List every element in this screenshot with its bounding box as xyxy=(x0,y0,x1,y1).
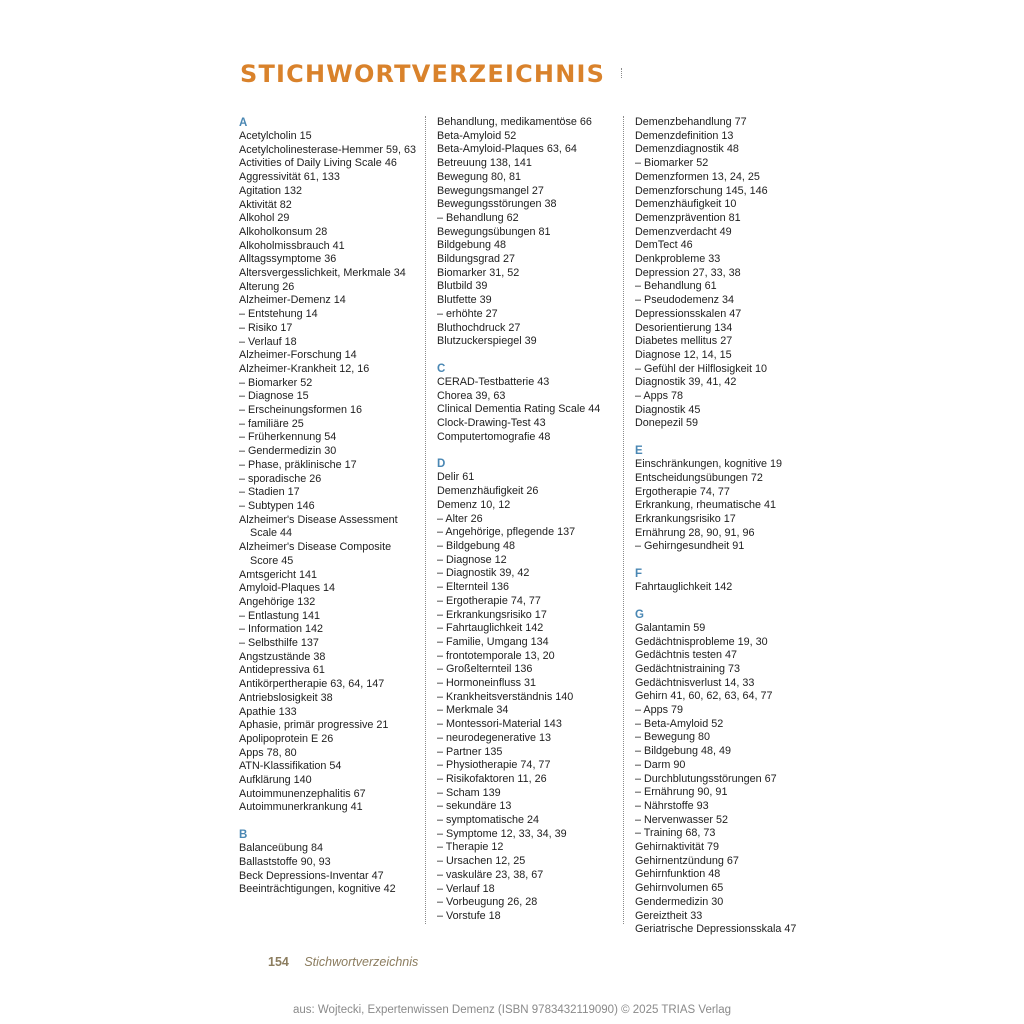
index-entry: Betreuung 138, 141 xyxy=(437,157,532,170)
index-subentry: – Nervenwasser 52 xyxy=(635,813,729,826)
index-entry: Entscheidungsübungen 72 xyxy=(635,471,763,484)
index-subentry: – Apps 78 xyxy=(635,390,684,403)
index-subentry: – Ursachen 12, 25 xyxy=(437,855,526,868)
index-subentry: – Bildgebung 48, 49 xyxy=(635,745,732,758)
index-column-2 xyxy=(437,116,619,924)
index-entry: Demenzverdacht 49 xyxy=(635,225,732,238)
index-entry: Apolipoprotein E 26 xyxy=(239,732,334,745)
section-letter: C xyxy=(437,362,446,375)
index-subentry: – Risikofaktoren 11, 26 xyxy=(437,772,547,785)
index-entry: Aggressivität 61, 133 xyxy=(239,171,340,184)
index-entry: Erkrankungsrisiko 17 xyxy=(635,512,736,525)
index-entry: Antidepressiva 61 xyxy=(239,664,325,677)
index-entry: Alkoholkonsum 28 xyxy=(239,225,328,238)
index-entry: Clock-Drawing-Test 43 xyxy=(437,417,546,430)
index-subentry: – Phase, präklinische 17 xyxy=(239,458,357,471)
index-subentry: – symptomatische 24 xyxy=(437,814,540,827)
index-subentry: – Ernährung 90, 91 xyxy=(635,786,728,799)
index-entry: Depressionsskalen 47 xyxy=(635,307,742,320)
index-entry: Alzheimer-Krankheit 12, 16 xyxy=(239,362,370,375)
index-entry: Blutzuckerspiegel 39 xyxy=(437,335,537,348)
index-entry: Angehörige 132 xyxy=(239,595,316,608)
section-letter: E xyxy=(635,445,643,458)
index-entry: Beck Depressions-Inventar 47 xyxy=(239,869,384,882)
index-subentry: – Diagnose 12 xyxy=(437,553,507,566)
index-subentry: – frontotemporale 13, 20 xyxy=(437,649,555,662)
index-entry: Computertomografie 48 xyxy=(437,430,551,443)
index-subentry: – Behandlung 61 xyxy=(635,280,717,293)
index-entry: Demenzbehandlung 77 xyxy=(635,116,747,128)
index-entry: Gedächtnis testen 47 xyxy=(635,649,738,662)
index-subentry: – Erkrankungsrisiko 17 xyxy=(437,608,547,621)
index-entry: Alkohol 29 xyxy=(239,212,290,225)
index-entry: Antriebslosigkeit 38 xyxy=(239,691,333,704)
index-entry: Amtsgericht 141 xyxy=(239,568,318,581)
index-subentry: – Risiko 17 xyxy=(239,321,293,334)
index-entry: Beta-Amyloid-Plaques 63, 64 xyxy=(437,143,577,156)
index-entry: Antikörpertherapie 63, 64, 147 xyxy=(239,678,385,691)
source-credit: aus: Wojtecki, Expertenwissen Demenz (ISBN 9783432119090) © 2025 TRIAS Verlag xyxy=(292,1004,732,1016)
index-subentry: – Vorstufe 18 xyxy=(437,909,501,922)
index-entry: Alzheimer-Demenz 14 xyxy=(239,294,346,307)
index-subentry: – Selbsthilfe 137 xyxy=(239,637,319,650)
index-section xyxy=(635,116,817,431)
index-subentry: – Entlastung 141 xyxy=(239,609,321,622)
index-section xyxy=(437,457,619,923)
index-section xyxy=(635,567,817,595)
index-subentry: – Symptome 12, 33, 34, 39 xyxy=(437,827,567,840)
index-entry: Galantamin 59 xyxy=(635,621,706,634)
index-subentry: – Stadien 17 xyxy=(239,486,300,499)
index-entry: Gendermedizin 30 xyxy=(635,895,724,908)
index-entry: Einschränkungen, kognitive 19 xyxy=(635,458,783,471)
index-column-3 xyxy=(635,116,817,937)
index-entry: Desorientierung 134 xyxy=(635,321,733,334)
index-subentry: – Vorbeugung 26, 28 xyxy=(437,896,538,909)
index-entry: Erkrankung, rheumatische 41 xyxy=(635,499,777,512)
index-entry: Gehirnaktivität 79 xyxy=(635,841,720,854)
index-entry: Alzheimer-Forschung 14 xyxy=(239,349,357,362)
index-entry: Gehirnentzündung 67 xyxy=(635,854,739,867)
running-title: Stichwortverzeichnis xyxy=(304,955,419,969)
index-subentry: – Information 142 xyxy=(239,623,324,636)
index-entry: Demenz 10, 12 xyxy=(437,498,511,511)
index-entry: Diagnostik 45 xyxy=(635,403,701,416)
index-entry: Gehirn 41, 60, 62, 63, 64, 77 xyxy=(635,690,773,703)
index-entry: Clinical Dementia Rating Scale 44 xyxy=(437,403,601,416)
index-section xyxy=(635,444,817,554)
index-entry: Bildgebung 48 xyxy=(437,239,507,252)
index-subentry: – Gehirngesundheit 91 xyxy=(635,540,745,553)
index-subentry: – Physiotherapie 74, 77 xyxy=(437,759,551,772)
index-entry: Bewegungsübungen 81 xyxy=(437,225,551,238)
page-title: STICHWORTVERZEICHNIS xyxy=(240,60,606,88)
index-entry: Beeinträchtigungen, kognitive 42 xyxy=(239,883,396,896)
index-subentry: – Ergotherapie 74, 77 xyxy=(437,594,541,607)
index-entry: Demenzprävention 81 xyxy=(635,211,741,224)
index-entry: Fahrtauglichkeit 142 xyxy=(635,581,733,594)
index-subentry: – Verlauf 18 xyxy=(239,335,297,348)
index-entry: Acetylcholinesterase-Hemmer 59, 63 xyxy=(239,143,417,156)
index-subentry: – Krankheitsverständnis 140 xyxy=(437,690,574,703)
index-entry: Donepezil 59 xyxy=(635,417,699,430)
index-entry: Blutfette 39 xyxy=(437,294,492,307)
index-entry: Ergotherapie 74, 77 xyxy=(635,485,730,498)
index-subentry: – Gefühl der Hilflosigkeit 10 xyxy=(635,362,768,375)
index-subentry: – Gendermedizin 30 xyxy=(239,445,337,458)
index-entry: Acetylcholin 15 xyxy=(239,130,312,142)
index-entry: Alltagssymptome 36 xyxy=(239,253,337,266)
section-letter: G xyxy=(635,608,644,621)
index-entry: Chorea 39, 63 xyxy=(437,389,506,402)
index-entry: Angstzustände 38 xyxy=(239,650,326,663)
index-subentry: – Merkmale 34 xyxy=(437,704,509,717)
index-entry: Demenzforschung 145, 146 xyxy=(635,184,768,197)
index-subentry: – Diagnose 15 xyxy=(239,390,309,403)
index-entry: Depression 27, 33, 38 xyxy=(635,266,741,279)
index-entry: Gehirnfunktion 48 xyxy=(635,868,721,881)
index-subentry: – Diagnostik 39, 42 xyxy=(437,567,530,580)
index-entry: Aufklärung 140 xyxy=(239,774,312,787)
index-subentry: – Biomarker 52 xyxy=(635,157,709,170)
index-subentry: – Behandlung 62 xyxy=(437,211,519,224)
index-entry: Demenzhäufigkeit 26 xyxy=(437,485,539,498)
index-entry: Beta-Amyloid 52 xyxy=(437,129,517,142)
index-subentry: – Angehörige, pflegende 137 xyxy=(437,526,576,539)
index-entry: Altersvergesslichkeit, Merkmale 34 xyxy=(239,267,406,280)
index-entry: Ernährung 28, 90, 91, 96 xyxy=(635,526,755,539)
index-subentry: – Durchblutungsstörungen 67 xyxy=(635,772,777,785)
index-entry: Amyloid-Plaques 14 xyxy=(239,582,336,595)
index-entry: Autoimmunenzephalitis 67 xyxy=(239,787,366,800)
index-subentry: – Pseudodemenz 34 xyxy=(635,294,735,307)
index-subentry: – Apps 79 xyxy=(635,704,684,717)
index-entry: Activities of Daily Living Scale 46 xyxy=(239,157,397,170)
index-subentry: – Biomarker 52 xyxy=(239,376,313,389)
index-subentry: – familiäre 25 xyxy=(239,417,304,430)
index-subentry: – Scham 139 xyxy=(437,786,501,799)
index-entry: Denkprobleme 33 xyxy=(635,253,721,266)
index-subentry: – erhöhte 27 xyxy=(437,307,498,320)
index-subentry: – Elternteil 136 xyxy=(437,581,510,594)
index-entry: Alzheimer's Disease Assessment Scale 44 xyxy=(239,513,398,540)
index-subentry: – Großelternteil 136 xyxy=(437,663,533,676)
index-subentry: – Bewegung 80 xyxy=(635,731,711,744)
index-entry: Gedächtnisprobleme 19, 30 xyxy=(635,635,768,648)
index-subentry: – sekundäre 13 xyxy=(437,800,512,813)
index-subentry: – Partner 135 xyxy=(437,745,503,758)
index-subentry: – vaskuläre 23, 38, 67 xyxy=(437,868,544,881)
section-letter: F xyxy=(635,568,643,581)
index-entry: Bluthochdruck 27 xyxy=(437,321,521,334)
index-entry: Gehirnvolumen 65 xyxy=(635,882,724,895)
index-column-1 xyxy=(239,116,421,897)
index-entry: Apps 78, 80 xyxy=(239,746,297,759)
index-entry: CERAD-Testbatterie 43 xyxy=(437,375,550,388)
index-entry: Biomarker 31, 52 xyxy=(437,266,520,279)
index-subentry: – Therapie 12 xyxy=(437,841,504,854)
index-entry: Demenzdefinition 13 xyxy=(635,129,734,142)
index-subentry: – Nährstoffe 93 xyxy=(635,799,709,812)
index-subentry: – Training 68, 73 xyxy=(635,827,716,840)
index-entry: Balanceübung 84 xyxy=(239,842,324,855)
section-letter: D xyxy=(437,458,446,471)
index-subentry: – sporadische 26 xyxy=(239,472,322,485)
index-section xyxy=(437,362,619,445)
index-entry: Diabetes mellitus 27 xyxy=(635,335,733,348)
index-entry: Bewegung 80, 81 xyxy=(437,170,522,183)
index-entry: DemTect 46 xyxy=(635,239,693,252)
index-section xyxy=(239,828,421,897)
index-subentry: – Fahrtauglichkeit 142 xyxy=(437,622,544,635)
index-subentry: – Beta-Amyloid 52 xyxy=(635,717,724,730)
index-entry: Autoimmunerkrankung 41 xyxy=(239,801,363,814)
index-entry: Behandlung, medikamentöse 66 xyxy=(437,116,592,128)
page-number: 154 xyxy=(268,955,289,969)
index-entry: Bewegungsmangel 27 xyxy=(437,184,544,197)
index-entry: Diagnostik 39, 41, 42 xyxy=(635,376,737,389)
index-entry: Geriatrische Depressionsskala 47 xyxy=(635,923,797,936)
column-separator xyxy=(425,116,426,924)
column-separator xyxy=(621,68,622,78)
index-entry: Delir 61 xyxy=(437,471,475,484)
index-entry: Gedächtnistraining 73 xyxy=(635,662,741,675)
section-letter: B xyxy=(239,829,248,842)
index-entry: Gedächtnisverlust 14, 33 xyxy=(635,676,755,689)
index-entry: Diagnose 12, 14, 15 xyxy=(635,348,732,361)
index-entry: Bildungsgrad 27 xyxy=(437,253,516,266)
index-subentry: – Darm 90 xyxy=(635,758,686,771)
index-subentry: – Früherkennung 54 xyxy=(239,431,337,444)
index-entry: Apathie 133 xyxy=(239,705,297,718)
index-subentry: – Verlauf 18 xyxy=(437,882,495,895)
index-entry: Ballaststoffe 90, 93 xyxy=(239,855,331,868)
index-section xyxy=(239,116,421,815)
index-subentry: – Montessori-Material 143 xyxy=(437,718,562,731)
index-subentry: – Hormoneinfluss 31 xyxy=(437,677,537,690)
index-entry: Alkoholmissbrauch 41 xyxy=(239,239,345,252)
column-separator xyxy=(623,116,624,924)
index-subentry: – Subtypen 146 xyxy=(239,499,315,512)
index-entry: Alzheimer's Disease Composite Score 45 xyxy=(239,541,392,567)
index-entry: Demenzdiagnostik 48 xyxy=(635,143,739,156)
index-section xyxy=(635,608,817,937)
index-entry: Aktivität 82 xyxy=(239,198,292,211)
index-entry: Agitation 132 xyxy=(239,184,303,197)
index-entry: Demenzformen 13, 24, 25 xyxy=(635,170,760,183)
index-subentry: – Erscheinungsformen 16 xyxy=(239,404,363,417)
index-section xyxy=(437,116,619,349)
index-entry: Demenzhäufigkeit 10 xyxy=(635,198,737,211)
index-entry: Alterung 26 xyxy=(239,280,295,293)
index-entry: ATN-Klassifikation 54 xyxy=(239,760,342,773)
index-entry: Blutbild 39 xyxy=(437,280,488,293)
page-footer xyxy=(268,955,418,969)
index-subentry: – Familie, Umgang 134 xyxy=(437,635,549,648)
index-subentry: – Bildgebung 48 xyxy=(437,539,516,552)
index-entry: Gereiztheit 33 xyxy=(635,909,703,922)
index-entry: Aphasie, primär progressive 21 xyxy=(239,719,389,732)
index-subentry: – Alter 26 xyxy=(437,512,483,525)
index-subentry: – Entstehung 14 xyxy=(239,308,318,321)
index-subentry: – neurodegenerative 13 xyxy=(437,731,552,744)
section-letter: A xyxy=(239,117,248,129)
index-entry: Bewegungsstörungen 38 xyxy=(437,198,557,211)
